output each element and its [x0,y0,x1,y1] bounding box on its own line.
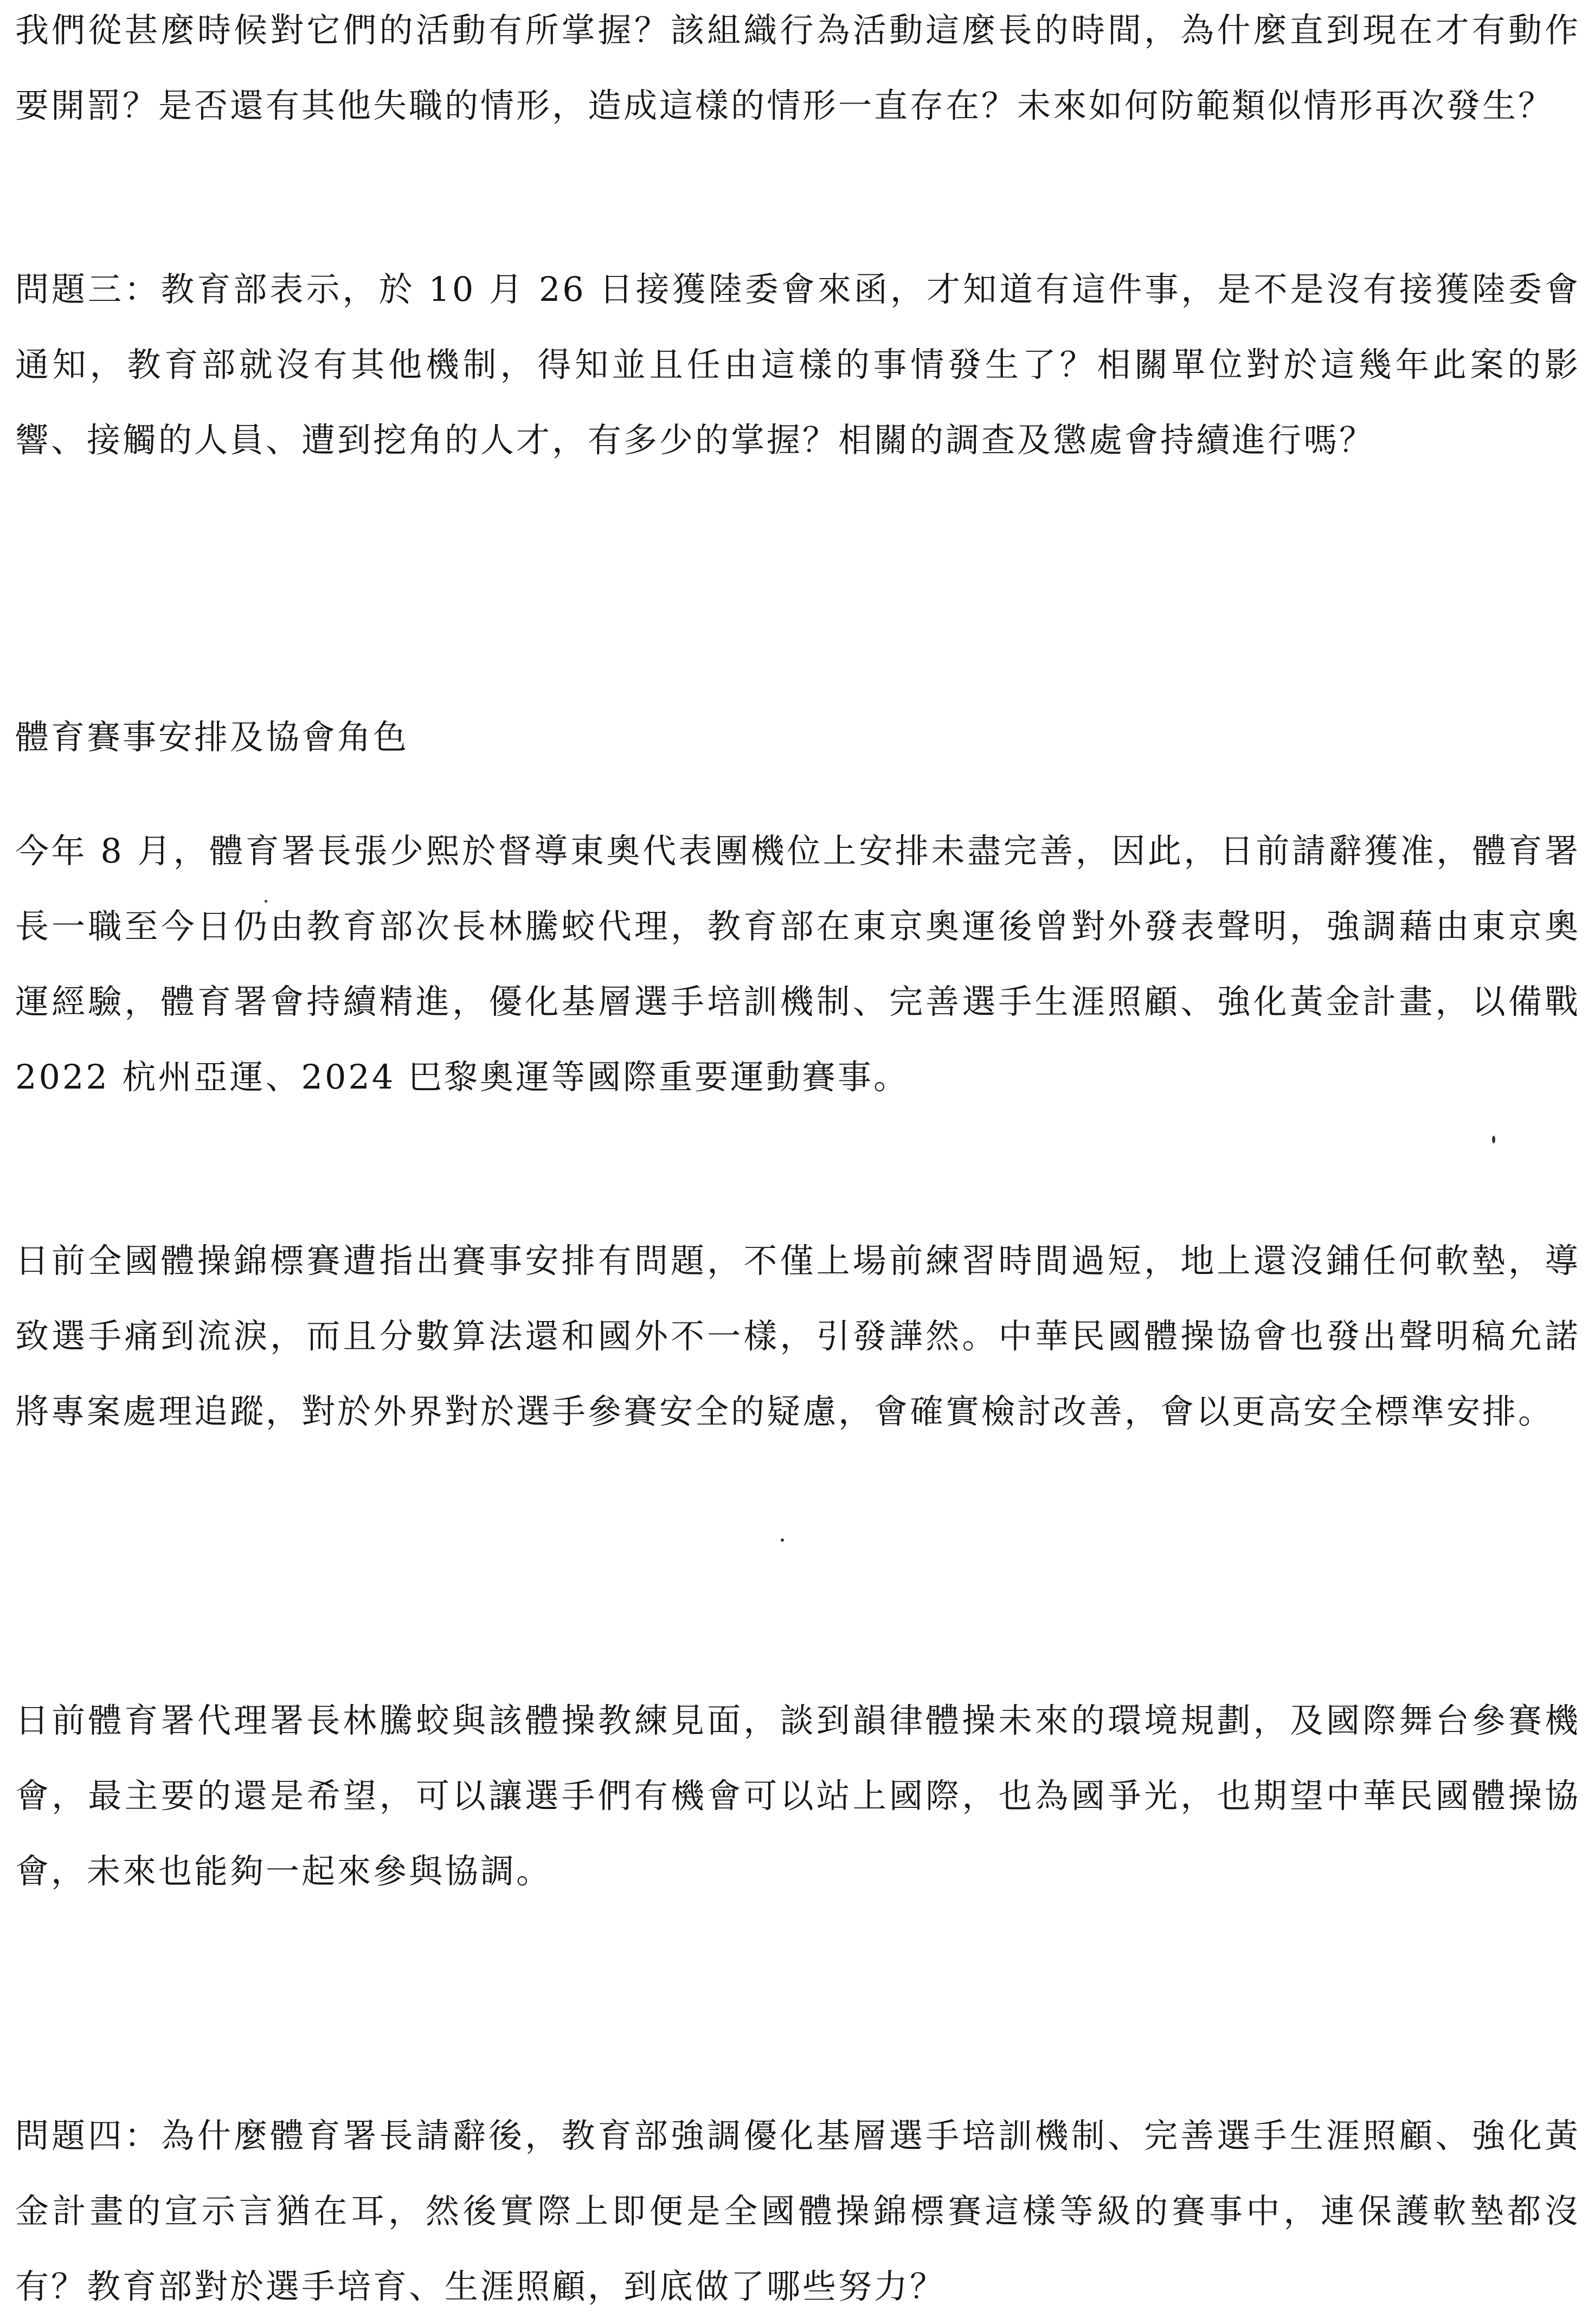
paragraph-question-four: 問題四：為什麼體育署長請辭後，教育部強調優化基層選手培訓機制、完善選手生涯照顧、強化黃金計畫的宣示言猶在耳，然後實際上即便是全國體操錦標賽這樣等級的賽事中，連保護軟墊都沒有？教育部對於選手培育、生涯照顧，到底做了哪些努力？ [15,2116,1580,2306]
paragraph-gymnastics-championship: 日前全國體操錦標賽遭指出賽事安排有問題，不僅上場前練習時間過短，地上還沒鋪任何軟墊，導致選手痛到流淚，而且分數算法還和國外不一樣，引發譁然。中華民國體操協會也發出聲明稿允諾將專案處理追蹤，對於外界對於選手參賽安全的疑慮，會確實檢討改善，會以更高安全標準安排。 [15,1241,1580,1431]
scan-speck [1492,1136,1495,1143]
scan-speck [265,900,267,903]
paragraph-question-three: 問題三：教育部表示，於 10 月 26 日接獲陸委會來函，才知道有這件事，是不是沒有接獲陸委會通知，教育部就沒有其他機制，得知並且任由這樣的事情發生了？相關單位對於這幾年此案的影響、接觸的人員、遭到挖角的人才，有多少的掌握？相關的調查及懲處會持續進行嗎？ [15,269,1580,460]
paragraph-intro: 我們從甚麼時候對它們的活動有所掌握？該組織行為活動這麼長的時間，為什麼直到現在才有動作要開罰？是否還有其他失職的情形，造成這樣的情形一直存在？未來如何防範類似情形再次發生？ [15,10,1580,125]
section-heading: 體育賽事安排及協會角色 [15,717,409,757]
paragraph-sports-administration: 今年 8 月，體育署長張少熙於督導東奧代表團機位上安排未盡完善，因此，日前請辭獲准，體育署長一職至今日仍由教育部次長林騰蛟代理，教育部在東京奧運後曾對外發表聲明，強調藉由東京奧運經驗，體育署會持續精進，優化基層選手培訓機制、完善選手生涯照顧、強化黃金計畫，以備戰 2022 杭州亞運、2024 巴黎奧運等國際重要運動賽事。 [15,831,1580,1097]
paragraph-acting-director-meeting: 日前體育署代理署長林騰蛟與該體操教練見面，談到韻律體操未來的環境規劃，及國際舞台參賽機會，最主要的還是希望，可以讓選手們有機會可以站上國際，也為國爭光，也期望中華民國體操協會，未來也能夠一起來參與協調。 [15,1701,1580,1891]
scan-speck [781,1538,784,1542]
